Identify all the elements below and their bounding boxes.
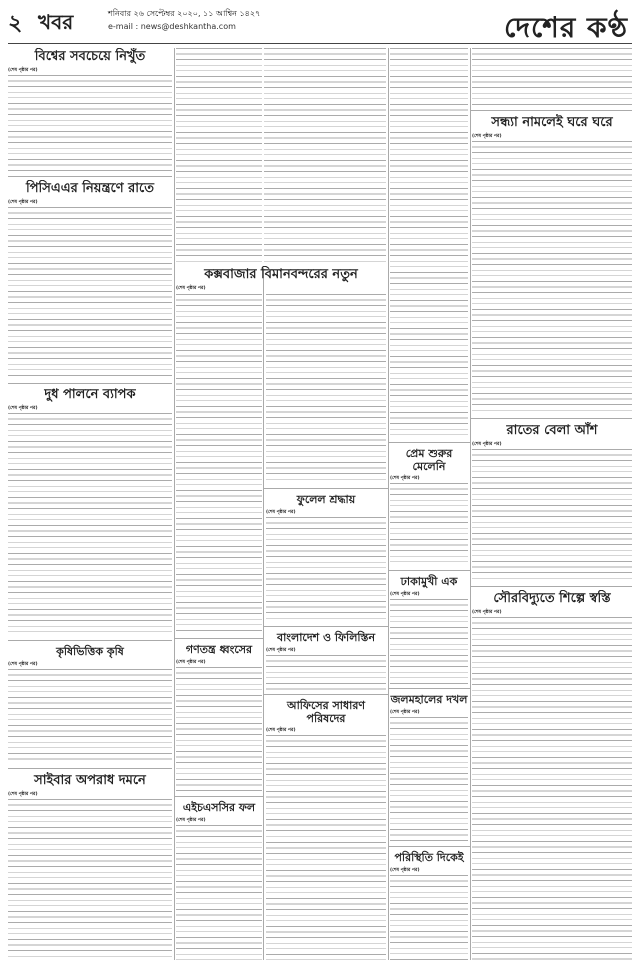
article-4-top [264,48,386,263]
article-16 [176,800,262,960]
headline: জলমহালের দখল [390,693,468,706]
headline: সৌরবিদ্যুতে শিল্পে স্বস্তি [493,591,611,606]
article-context: (শেষ পৃষ্ঠার পর) [176,817,206,823]
article-context: (শেষ পৃষ্ঠার পর) [176,659,206,665]
headline: কক্সবাজার বিমানবন্দরের নতুন [204,267,358,282]
headline: পরিস্থিতি দিকেই [394,851,464,864]
article-context: (শেষ পৃষ্ঠার পর) [390,867,420,873]
article-context: (শেষ পৃষ্ঠার পর) [266,647,296,653]
article-context: (শেষ পৃষ্ঠার পর) [472,133,502,139]
article-3 [8,386,172,636]
article-14 [8,772,172,960]
date-line: শনিবার ২৬ সেপ্টেম্বর ২০২০, ১১ আশ্বিন ১৪২৭ [108,9,261,18]
headline: সাইবার অপরাধ দমনে [34,773,146,788]
article-4-right-cont [472,48,632,108]
article-6 [472,114,632,414]
article-1 [8,48,172,173]
article-2-cont [176,294,262,634]
article-8 [8,644,172,764]
article-context: (শেষ পৃষ্ঠার পর) [390,591,420,597]
article-context: (শেষ পৃষ্ঠার পর) [8,199,38,205]
headline: বিশ্বের সবচেয়ে নিখুঁত [34,49,146,64]
headline: এইচএসসির ফল [182,801,256,814]
article-5 [266,492,386,622]
page-body [8,48,632,960]
article-context: (শেষ পৃষ্ঠার পর) [8,67,38,73]
article-context: (শেষ পৃষ্ঠার পর) [390,709,420,715]
headline: ঢাকামুখী এক [400,575,458,588]
article-context: (শেষ পৃষ্ঠার পর) [176,285,206,291]
section-title: খবর [38,10,74,34]
article-15 [266,698,386,838]
article-context: (শেষ পৃষ্ঠার পর) [472,441,502,447]
article-context: (শেষ পৃষ্ঠার পর) [8,405,38,411]
article-10 [266,630,386,690]
article-4-cont [390,48,468,438]
email-line: e-mail : news@deshkantha.com [108,22,236,31]
headline: বাংলাদেশ ও ফিলিস্তিন [276,631,376,644]
article-17 [390,850,468,960]
headline: প্রেম শুরুর মেলেনি [405,447,453,473]
article-1-cont [176,48,262,263]
article-context: (শেষ পৃষ্ঠার পর) [266,509,296,515]
article-4-body [266,294,386,484]
article-13 [390,692,468,842]
headline: সন্ধ্যা নামলেই ঘরে ঘরে [491,115,613,130]
article-context: (শেষ পৃষ্ঠার পর) [472,609,502,615]
article-context: (শেষ পৃষ্ঠার পর) [8,661,38,667]
headline: পিসিএএর নিয়ন্ত্রণে রাতে [26,181,154,196]
article-context: (শেষ পৃষ্ঠার পর) [390,476,420,482]
headline: কৃষিভিত্তিক কৃষি [56,645,124,658]
headline: দুধ পালনে ব্যাপক [44,387,136,402]
article-18 [390,446,468,566]
page-number: ২ [8,10,23,36]
article-11 [390,574,468,684]
masthead [8,6,632,44]
article-context: (শেষ পৃষ্ঠার পর) [8,791,38,797]
article-9 [176,642,262,792]
article-15-cont [266,842,386,960]
article-context: (শেষ পৃষ্ঠার পর) [266,728,296,734]
headline: ফুলেল শ্রদ্ধায় [296,493,356,506]
article-12 [472,590,632,960]
headline: আফিসের সাধারণ পরিষদের [286,699,366,725]
paper-logo: দেশের কণ্ঠ [503,11,628,44]
headline: রাতের বেলা আঁশ [506,423,598,438]
article-2 [8,180,172,380]
headline: গণতন্ত্র ধ্বংসের [185,643,253,656]
article-7 [472,422,632,582]
